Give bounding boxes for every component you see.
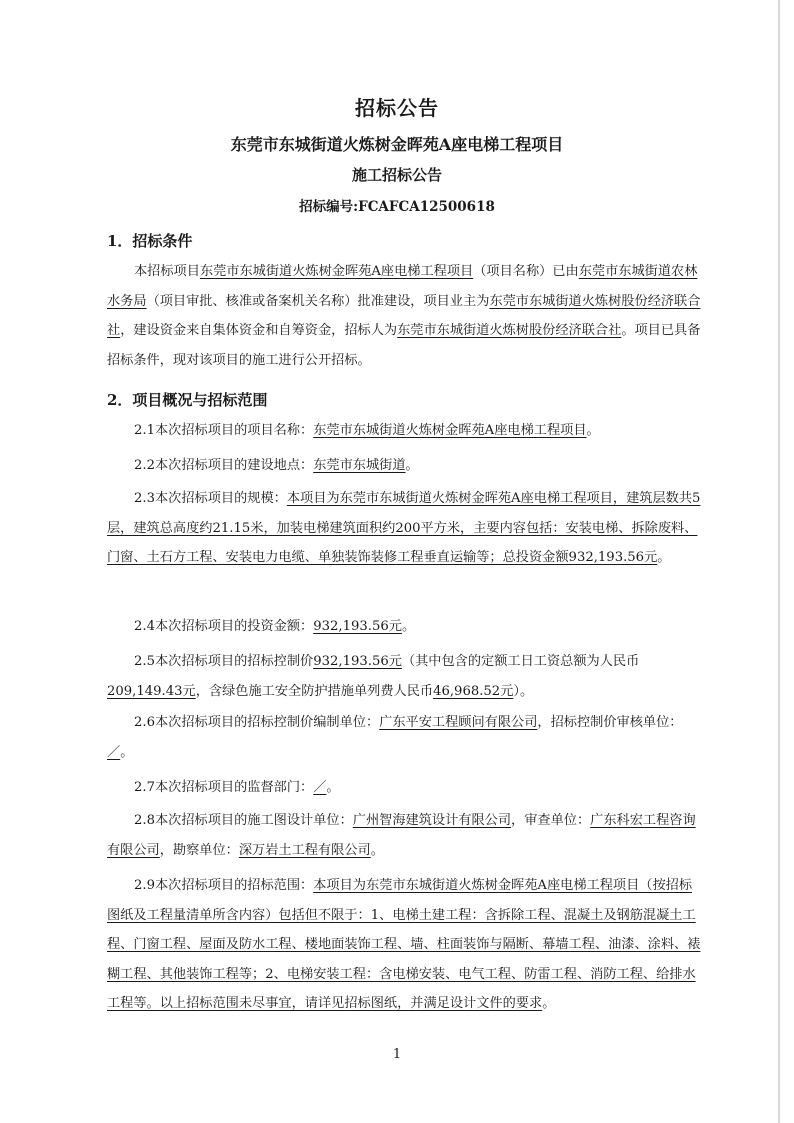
item-2-3-value: 本项目为东莞市东城街道火炼树金晖苑A座电梯工程项目，建筑层数共5层，建筑总高度约21.15米，加装电梯建筑面积约200平方米，主要内容包括：安装电梯、拆除废料、门窗、土石方工程、安装电力电缆、单独装饰装修工程垂直运输等；总投资金额932,193.56元 — [107, 491, 701, 565]
item-text: 2.6本次招标项目的招标控制价编制单位： — [134, 715, 380, 730]
s1-text: 。项目已具备招标条件，现对该项目的施工进行公开招标。 — [107, 323, 701, 368]
item-2-5 — [107, 647, 703, 706]
notice-subtitle: 施工招标公告 — [351, 166, 442, 184]
survey-unit: 深万岩土工程有限公司 — [238, 842, 371, 858]
item-text: 。 — [120, 744, 134, 760]
price-auditor: ／ — [107, 744, 121, 760]
s1-text: 本招标项目 — [134, 264, 200, 279]
s1-project-name: 东莞市东城街道火炼树金晖苑A座电梯工程项目 — [199, 264, 474, 279]
item-text: ，勘察单位： — [159, 842, 239, 858]
item-text: （其中包含的定额工日工资总额为人民币 — [401, 654, 640, 669]
item-text: 2.3本次招标项目的规模： — [134, 491, 287, 506]
item-text: 。 — [370, 842, 384, 858]
price-compiler: 广东平安工程顾问有限公司 — [379, 715, 538, 730]
review-unit: 广东科宏工程咨询有限公司 — [107, 813, 696, 858]
s1-owner-2: 经济联合社 — [107, 293, 701, 338]
s1-text: （项目名称）已由 — [473, 264, 579, 279]
section-1-heading: 1．招标条件 — [107, 232, 193, 250]
item-text: ，招标控制价审核单位： — [537, 715, 683, 730]
tender-scope: 本项目为东莞市东城街道火炼树金晖苑A座电梯工程项目（按招标图纸及工程量清单所含内容）包括但不限于：1、电梯土建工程：含拆除工程、混凝土及钢筋混凝土工程、门窗工程、屋面及防水工程、楼地面装饰工程、墙、柱面装饰与隔断、幕墙工程、油漆、涂料、裱糊工程、其他装饰工程等；2、电梯安装工程：含电梯安装、电气工程、防雷工程、消防工程、给排水工程等。以上招标范围未尽事宜，请详见招标图纸，并满足设计文件的要求 — [107, 878, 701, 1011]
item-2-6 — [107, 708, 703, 767]
item-2-9 — [107, 871, 703, 1019]
item-text: 。 — [405, 458, 419, 473]
s1-approval-authority: 东莞市东城街道 — [578, 264, 672, 279]
item-2-1-value: 东莞市东城街道火炼树金晖苑A座电梯工程项目 — [313, 423, 587, 438]
item-text: 2.1本次招标项目的项目名称： — [134, 423, 314, 438]
item-2-2 — [107, 451, 703, 481]
item-text: ，审查单位： — [511, 813, 591, 828]
wage-total: 209,149.43元 — [107, 683, 196, 699]
tender-code: 招标编号:FCAFCA12500618 — [299, 199, 495, 215]
s1-tenderer: 东莞市东城街道火炼树股份经济联合社 — [397, 323, 622, 338]
s1-approval-authority-2: 农林水务局 — [107, 264, 698, 309]
control-price: 932,193.56元 — [313, 654, 402, 669]
section-1-paragraph — [107, 257, 703, 375]
item-text: 。 — [401, 619, 416, 634]
page-number: 1 — [392, 1047, 402, 1062]
item-text: ）。 — [513, 683, 534, 699]
item-text: 。 — [542, 996, 556, 1011]
item-text: ，含绿色施工安全防护措施单列费人民币 — [195, 683, 434, 699]
item-2-4 — [107, 612, 703, 642]
item-2-3 — [107, 484, 703, 573]
design-unit: 广州智海建筑设计有限公司 — [352, 813, 512, 828]
item-text: 。 — [326, 780, 340, 795]
s1-owner: 东莞市东城街道火炼树股份 — [489, 293, 648, 309]
item-text: 2.7本次招标项目的监督部门： — [134, 780, 314, 795]
item-2-4-value: 932,193.56元 — [313, 619, 402, 634]
item-2-8 — [107, 806, 703, 865]
item-text: 2.8本次招标项目的施工图设计单位： — [134, 813, 353, 828]
supervisor: ／ — [313, 780, 327, 795]
section-2-heading: 2．项目概况与招标范围 — [107, 391, 268, 409]
document-title: 招标公告 — [355, 96, 439, 120]
item-2-2-value: 东莞市东城街道 — [313, 458, 406, 473]
s1-text: ，建设资金来自集体资金和自筹资金，招标人为 — [120, 323, 398, 338]
project-title: 东莞市东城街道火炼树金晖苑A座电梯工程项目 — [230, 135, 564, 154]
item-text: 2.5本次招标项目的招标控制价 — [134, 654, 314, 669]
item-text: 2.4本次招标项目的投资金额： — [134, 619, 314, 634]
item-text: 。 — [657, 550, 671, 565]
safety-fee: 46,968.52元 — [433, 683, 514, 699]
item-text: 2.2本次招标项目的建设地点： — [134, 458, 314, 473]
item-text: 2.9本次招标项目的招标范围： — [134, 878, 314, 893]
item-2-1 — [107, 416, 703, 446]
item-text: 。 — [586, 423, 600, 438]
s1-text: （项目审批、核准或备案机关名称）批准建设，项目业主为 — [146, 293, 490, 309]
item-2-7 — [107, 773, 703, 803]
